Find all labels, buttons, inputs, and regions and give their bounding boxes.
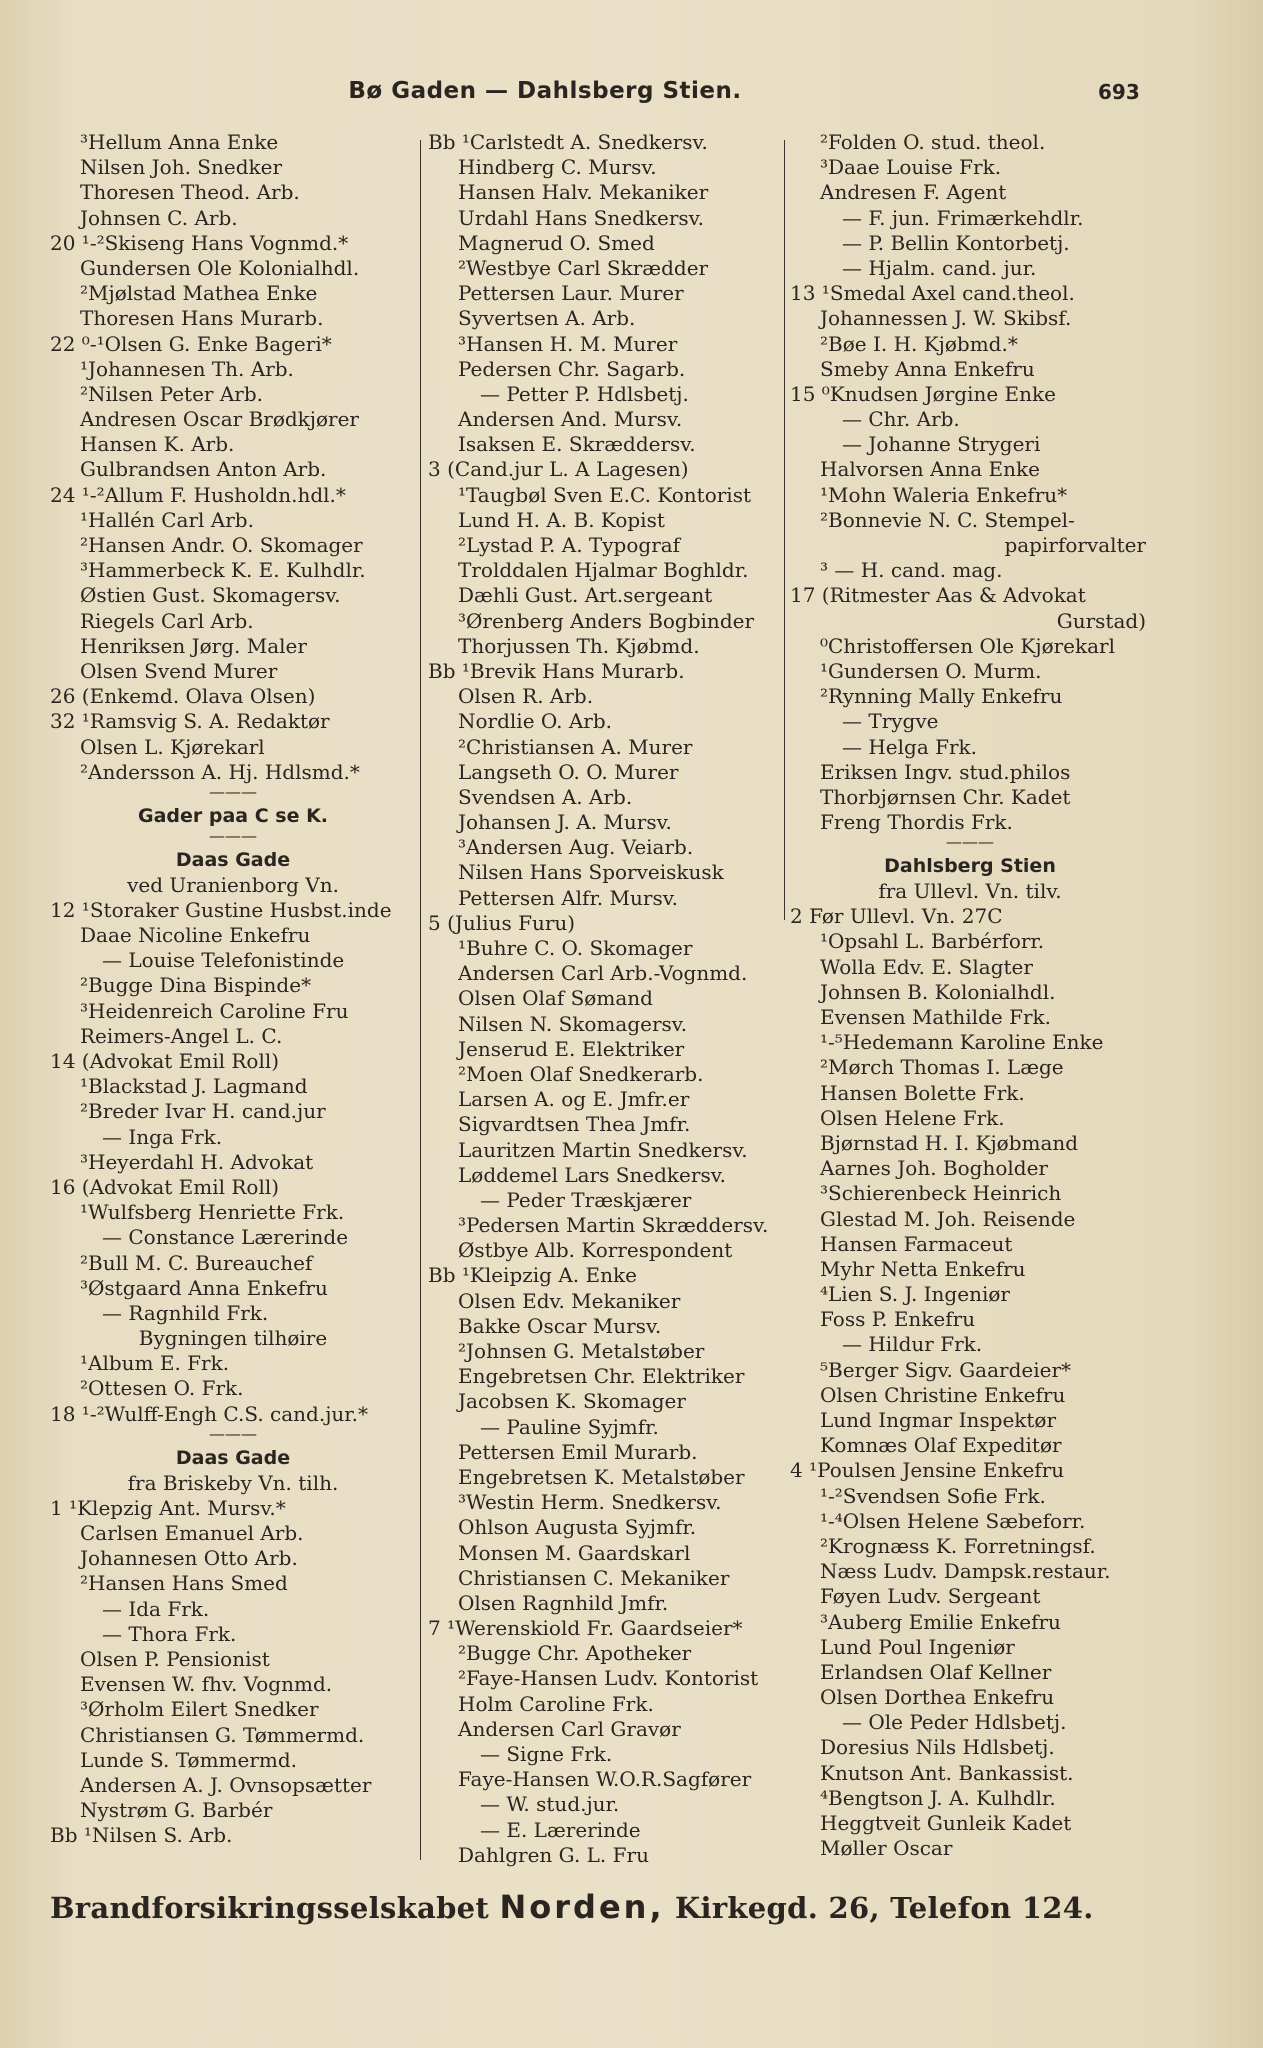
directory-entry: ¹Album E. Frk. — [80, 1351, 230, 1376]
directory-entry: — Pauline Syjmfr. — [480, 1414, 659, 1439]
directory-entry: ¹-²Svendsen Sofie Frk. — [820, 1483, 1046, 1508]
directory-entry: Komnæs Olaf Expeditør — [820, 1433, 1062, 1458]
directory-entry: Larsen A. og E. Jmfr.er — [458, 1087, 690, 1112]
directory-entry: Hansen K. Arb. — [80, 432, 235, 457]
directory-entry: ³Andersen Aug. Veiarb. — [458, 835, 694, 860]
directory-entry: Knutson Ant. Bankassist. — [820, 1760, 1074, 1785]
directory-entry: — Hildur Frk. — [842, 1332, 983, 1357]
directory-entry: ¹Mohn Waleria Enkefru* — [820, 482, 1068, 507]
section-separator: ——— — [209, 1423, 257, 1443]
directory-entry: Isaksen E. Skræddersv. — [458, 432, 696, 457]
directory-entry: Bb ¹Brevik Hans Murarb. — [428, 658, 685, 683]
directory-entry: Olsen P. Pensionist — [80, 1646, 270, 1671]
directory-entry: ³ — H. cand. mag. — [820, 558, 1003, 583]
directory-entry: ²Krognæss K. Forretningsf. — [820, 1533, 1096, 1558]
section-separator: ——— — [209, 781, 257, 801]
directory-entry: 1 ¹Klepzig Ant. Mursv.* — [50, 1495, 286, 1520]
directory-entry: ⁰Christoffersen Ole Kjørekarl — [820, 633, 1116, 658]
directory-entry: Nordlie O. Arb. — [458, 709, 612, 734]
directory-entry: — Inga Frk. — [102, 1124, 223, 1149]
directory-entry: ³Pedersen Martin Skræddersv. — [458, 1213, 769, 1238]
directory-entry: ²Westbye Carl Skrædder — [458, 255, 709, 280]
page-title: Bø Gaden — Dahlsberg Stien. — [348, 78, 742, 104]
directory-entry: Jenserud E. Elektriker — [458, 1036, 685, 1061]
directory-entry: Møller Oscar — [820, 1836, 953, 1861]
directory-entry: — Johanne Strygeri — [842, 432, 1041, 457]
directory-entry: Holm Caroline Frk. — [458, 1691, 654, 1716]
directory-entry: Olsen Dorthea Enkefru — [820, 1685, 1055, 1710]
directory-entry: — Louise Telefonistinde — [102, 948, 345, 973]
directory-entry: ²Mjølstad Mathea Enke — [80, 281, 318, 306]
directory-entry: 17 (Ritmester Aas & Advokat — [790, 583, 1086, 608]
section-separator: ——— — [209, 825, 257, 845]
directory-entry: Wolla Edv. E. Slagter — [820, 954, 1033, 979]
directory-entry: Gundersen Ole Kolonialhdl. — [80, 255, 360, 280]
directory-entry: Evensen W. fhv. Vognmd. — [80, 1672, 333, 1697]
directory-entry: ³Heidenreich Caroline Fru — [80, 998, 349, 1023]
directory-entry: Daae Nicoline Enkefru — [80, 923, 311, 948]
directory-entry: — Constance Lærerinde — [102, 1225, 349, 1250]
directory-entry: Glestad M. Joh. Reisende — [820, 1206, 1076, 1231]
directory-entry: Bb ¹Nilsen S. Arb. — [50, 1823, 233, 1848]
directory-entry: ²Bugge Chr. Apotheker — [458, 1641, 692, 1666]
directory-entry: ³Ørholm Eilert Snedker — [80, 1697, 319, 1722]
directory-entry: ³Daae Louise Frk. — [820, 155, 1002, 180]
directory-entry: ²Lystad P. A. Typograf — [458, 533, 681, 557]
directory-entry: ²Andersson A. Hj. Hdlsmd.* — [80, 759, 360, 784]
directory-entry: ²Bonnevie N. C. Stempel- — [820, 507, 1075, 532]
directory-entry: ³Westin Herm. Snedkersv. — [458, 1490, 722, 1515]
directory-entry: Pedersen Chr. Sagarb. — [458, 356, 686, 381]
directory-entry: Carlsen Emanuel Arb. — [80, 1521, 304, 1545]
directory-entry: ²Nilsen Peter Arb. — [80, 381, 263, 406]
directory-entry: Østbye Alb. Korrespondent — [458, 1238, 733, 1263]
directory-entry: Eriksen Ingv. stud.philos — [820, 759, 1071, 784]
directory-entry: ¹Opsahl L. Barbérforr. — [820, 929, 1045, 954]
directory-entry: Andresen Oscar Brødkjører — [80, 407, 359, 432]
directory-entry: papirforvalter — [1004, 533, 1146, 557]
directory-entry: ⁵Berger Sigv. Gaardeier* — [820, 1357, 1072, 1382]
directory-entry: — P. Bellin Kontorbetj. — [842, 230, 1070, 255]
page-number: 693 — [1098, 80, 1140, 104]
directory-entry: ¹Wulfsberg Henriette Frk. — [80, 1200, 345, 1225]
directory-entry: Løddemel Lars Snedkersv. — [458, 1162, 726, 1187]
directory-entry: Dæhli Gust. Art.sergeant — [458, 583, 713, 608]
directory-entry: Lunde S. Tømmermd. — [80, 1747, 298, 1772]
directory-entry: ²Ottesen O. Frk. — [80, 1376, 244, 1401]
directory-entry: Myhr Netta Enkefru — [820, 1256, 1026, 1281]
directory-entry: Olsen L. Kjørekarl — [80, 734, 265, 759]
directory-entry: — Petter P. Hdlsbetj. — [480, 381, 689, 406]
directory-entry: 7 ¹Werenskiold Fr. Gaardseier* — [428, 1616, 743, 1641]
directory-entry: Sigvardtsen Thea Jmfr. — [458, 1112, 691, 1137]
directory-entry: 16 (Advokat Emil Roll) — [50, 1174, 280, 1199]
directory-entry: Thorbjørnsen Chr. Kadet — [820, 784, 1071, 809]
directory-entry: Hansen Halv. Mekaniker — [458, 180, 709, 205]
directory-entry: Bb ¹Carlstedt A. Snedkersv. — [428, 130, 708, 154]
footer-brand: Norden, — [499, 1888, 665, 1926]
directory-entry: Riegels Carl Arb. — [80, 608, 254, 633]
directory-entry: Thorjussen Th. Kjøbmd. — [458, 633, 700, 658]
directory-entry: — W. stud.jur. — [480, 1792, 620, 1817]
directory-entry: Andersen A. J. Ovnsopsætter — [80, 1772, 372, 1797]
directory-entry: — Thora Frk. — [102, 1621, 237, 1646]
directory-entry: ³Ørenberg Anders Bogbinder — [458, 608, 755, 633]
directory-entry: Andersen Carl Gravør — [458, 1716, 681, 1741]
directory-entry: Bjørnstad H. I. Kjøbmand — [820, 1130, 1079, 1155]
directory-entry: Syvertsen A. Arb. — [458, 306, 636, 331]
directory-entry: ²Bull M. C. Bureauchef — [80, 1250, 313, 1275]
directory-entry: 22 ⁰-¹Olsen G. Enke Bageri* — [50, 331, 332, 356]
directory-entry: Halvorsen Anna Enke — [820, 457, 1040, 482]
footer-prefix: Brandforsikringsselskabet — [50, 1891, 490, 1925]
directory-entry: Bb ¹Kleipzig A. Enke — [428, 1263, 637, 1288]
column-2 — [428, 130, 781, 1890]
directory-entry: ¹Taugbøl Sven E.C. Kontorist — [458, 482, 752, 507]
directory-entry: ¹Johannesen Th. Arb. — [80, 356, 294, 381]
directory-entry: Engebretsen Chr. Elektriker — [458, 1364, 745, 1389]
directory-entry: 4 ¹Poulsen Jensine Enkefru — [790, 1458, 1065, 1483]
directory-entry: ¹-⁴Olsen Helene Sæbeforr. — [820, 1508, 1086, 1533]
directory-entry: ²Rynning Mally Enkefru — [820, 684, 1063, 709]
directory-entry: 15 ⁰Knudsen Jørgine Enke — [790, 381, 1056, 406]
directory-entry: ²Mørch Thomas I. Læge — [820, 1055, 1064, 1080]
directory-entry: 32 ¹Ramsvig S. A. Redaktør — [50, 709, 330, 734]
directory-entry: — Ragnhild Frk. — [102, 1300, 269, 1325]
directory-entry: Olsen R. Arb. — [458, 684, 594, 709]
directory-entry: Johannesen Otto Arb. — [80, 1546, 298, 1571]
directory-entry: Trolddalen Hjalmar Boghldr. — [458, 558, 749, 583]
directory-entry: Thoresen Theod. Arb. — [80, 180, 300, 205]
directory-entry: Næss Ludv. Dampsk.restaur. — [820, 1559, 1111, 1584]
directory-entry: Dahlgren G. L. Fru — [458, 1842, 649, 1867]
section-subheading: fra Briskeby Vn. tilh. — [127, 1470, 339, 1495]
directory-entry: ³Hellum Anna Enke — [80, 130, 279, 154]
directory-entry: Johannessen J. W. Skibsf. — [820, 306, 1072, 331]
directory-entry: ²Hansen Hans Smed — [80, 1571, 288, 1596]
directory-entry: ²Folden O. stud. theol. — [820, 130, 1046, 154]
directory-entry: Faye-Hansen W.O.R.Sagfører — [458, 1767, 752, 1792]
directory-entry: Olsen Christine Enkefru — [820, 1382, 1066, 1407]
directory-entry: Gulbrandsen Anton Arb. — [80, 457, 327, 482]
directory-entry: ¹Buhre C. O. Skomager — [458, 936, 693, 960]
directory-entry: Føyen Ludv. Sergeant — [820, 1584, 1041, 1609]
directory-entry: Urdahl Hans Snedkersv. — [458, 205, 704, 230]
directory-entry: Nilsen Joh. Snedker — [80, 155, 283, 180]
column-1 — [50, 130, 416, 1890]
column-divider-2 — [784, 140, 785, 920]
directory-entry: ²Christiansen A. Murer — [458, 734, 693, 759]
directory-entry: — Ida Frk. — [102, 1596, 210, 1621]
directory-entry: ³Schierenbeck Heinrich — [820, 1181, 1062, 1206]
directory-entry: Langseth O. O. Murer — [458, 759, 679, 784]
directory-entry: ⁴Lien S. J. Ingeniør — [820, 1282, 1010, 1307]
directory-entry: — Peder Træskjærer — [480, 1187, 692, 1212]
directory-entry: Olsen Olaf Sømand — [458, 986, 653, 1011]
column-3 — [790, 130, 1150, 1890]
section-heading: Daas Gade — [175, 848, 291, 871]
directory-entry: ¹Gundersen O. Murm. — [820, 658, 1042, 683]
directory-entry: 5 (Julius Furu) — [428, 910, 576, 935]
directory-entry: 26 (Enkemd. Olava Olsen) — [50, 684, 316, 709]
directory-entry: Hindberg C. Mursv. — [458, 155, 657, 180]
directory-entry: — Hjalm. cand. jur. — [842, 255, 1037, 280]
directory-entry: Nilsen N. Skomagersv. — [458, 1011, 688, 1036]
directory-entry: Pettersen Emil Murarb. — [458, 1439, 698, 1464]
directory-entry: Ohlson Augusta Syjmfr. — [458, 1515, 697, 1540]
directory-entry: — F. jun. Frimærkehdlr. — [842, 205, 1084, 230]
directory-entry: ¹Blackstad J. Lagmand — [80, 1074, 308, 1099]
directory-entry: Foss P. Enkefru — [820, 1307, 976, 1332]
directory-entry: ³Østgaard Anna Enkefru — [80, 1275, 328, 1300]
directory-entry: Olsen Edv. Mekaniker — [458, 1288, 681, 1313]
directory-entry: Johnsen B. Kolonialhdl. — [820, 979, 1056, 1004]
directory-entry: Olsen Ragnhild Jmfr. — [458, 1590, 669, 1615]
directory-entry: 14 (Advokat Emil Roll) — [50, 1049, 280, 1073]
directory-entry: Lauritzen Martin Snedkersv. — [458, 1137, 748, 1162]
directory-entry: ³Heyerdahl H. Advokat — [80, 1149, 314, 1174]
directory-entry: — Signe Frk. — [480, 1742, 613, 1766]
directory-entry: Johnsen C. Arb. — [80, 205, 238, 230]
directory-entry: Gurstad) — [1056, 608, 1146, 633]
directory-entry: Olsen Helene Frk. — [820, 1105, 1005, 1130]
directory-entry: Aarnes Joh. Bogholder — [820, 1156, 1048, 1181]
directory-entry: 24 ¹-²Allum F. Husholdn.hdl.* — [50, 482, 346, 507]
directory-entry: Pettersen Laur. Murer — [458, 281, 684, 306]
page-header — [0, 78, 1263, 118]
directory-entry: Østien Gust. Skomagersv. — [80, 583, 341, 608]
directory-entry: Monsen M. Gaardskarl — [458, 1540, 691, 1565]
directory-entry: Thoresen Hans Murarb. — [80, 306, 324, 331]
directory-entry: ²Faye-Hansen Ludv. Kontorist — [458, 1666, 759, 1691]
section-subheading: ved Uranienborg Vn. — [127, 872, 339, 897]
directory-entry: 20 ¹-²Skiseng Hans Vognmd.* — [50, 230, 349, 255]
directory-entry: Christiansen G. Tømmermd. — [80, 1722, 365, 1747]
directory-entry: Andersen And. Mursv. — [458, 407, 683, 432]
directory-entry: — Ole Peder Hdlsbetj. — [842, 1710, 1067, 1735]
directory-entry: Hansen Bolette Frk. — [820, 1080, 1025, 1105]
directory-entry: Hansen Farmaceut — [820, 1231, 1013, 1256]
section-heading: Gader paa C se K. — [137, 804, 329, 827]
section-subheading: fra Ullevl. Vn. tilv. — [878, 879, 1062, 904]
directory-entry: 3 (Cand.jur L. A Lagesen) — [428, 457, 689, 482]
section-separator: ——— — [946, 832, 994, 852]
footer-suffix: Kirkegd. 26, Telefon 124. — [675, 1891, 1094, 1925]
directory-entry: Freng Thordis Frk. — [820, 810, 1013, 835]
directory-entry: Jacobsen K. Skomager — [458, 1389, 686, 1414]
directory-entry: Evensen Mathilde Frk. — [820, 1005, 1051, 1029]
directory-entry: ²Bugge Dina Bispinde* — [80, 973, 312, 998]
directory-entry: Heggtveit Gunleik Kadet — [820, 1811, 1072, 1835]
directory-entry: Bakke Oscar Mursv. — [458, 1313, 662, 1338]
directory-entry: — Trygve — [842, 709, 939, 734]
directory-entry: 2 Før Ullevl. Vn. 27C — [790, 904, 1003, 929]
directory-entry: 12 ¹Storaker Gustine Husbst.inde — [50, 897, 392, 922]
directory-entry: ²Johnsen G. Metalstøber — [458, 1339, 705, 1363]
directory-entry: ³Auberg Emilie Enkefru — [820, 1609, 1061, 1634]
directory-entry: ¹Hallén Carl Arb. — [80, 507, 254, 532]
directory-entry: — Helga Frk. — [842, 734, 978, 759]
directory-entry: ²Moen Olaf Snedkerarb. — [458, 1061, 704, 1086]
directory-entry: Christiansen C. Mekaniker — [458, 1565, 730, 1590]
directory-entry: — Chr. Arb. — [842, 407, 960, 432]
column-divider-1 — [420, 140, 421, 1860]
directory-entry: Lund H. A. B. Kopist — [458, 507, 665, 532]
directory-entry: 18 ¹-²Wulff-Engh C.S. cand.jur.* — [50, 1401, 369, 1426]
directory-entry: Smeby Anna Enkefru — [820, 356, 1035, 381]
directory-entry: Doresius Nils Hdlsbetj. — [820, 1735, 1055, 1760]
directory-entry: Andresen F. Agent — [820, 180, 1007, 205]
directory-entry: ¹-⁵Hedemann Karoline Enke — [820, 1030, 1104, 1055]
directory-entry: ²Bøe I. H. Kjøbmd.* — [820, 331, 1018, 356]
section-heading: Daas Gade — [175, 1446, 291, 1469]
directory-entry: ²Hansen Andr. O. Skomager — [80, 533, 363, 557]
directory-entry: Reimers-Angel L. C. — [80, 1023, 283, 1048]
directory-entry: Nystrøm G. Barbér — [80, 1798, 273, 1823]
directory-entry: Johansen J. A. Mursv. — [458, 810, 672, 835]
directory-entry: Nilsen Hans Sporveiskusk — [458, 860, 724, 885]
directory-entry: Henriksen Jørg. Maler — [80, 633, 307, 658]
directory-entry: ²Breder Ivar H. cand.jur — [80, 1099, 326, 1124]
section-heading: Dahlsberg Stien — [884, 855, 1056, 878]
directory-entry: 13 ¹Smedal Axel cand.theol. — [790, 281, 1075, 306]
directory-entry: Svendsen A. Arb. — [458, 784, 633, 809]
directory-entry: ³Hammerbeck K. E. Kulhdlr. — [80, 558, 366, 583]
directory-entry: Lund Poul Ingeniør — [820, 1634, 1015, 1659]
directory-entry: Engebretsen K. Metalstøber — [458, 1464, 745, 1489]
directory-entry: ³Hansen H. M. Murer — [458, 331, 678, 356]
directory-entry: ⁴Bengtson J. A. Kulhdlr. — [820, 1785, 1056, 1810]
directory-entry: Erlandsen Olaf Kellner — [820, 1659, 1052, 1684]
directory-entry: Bygningen tilhøire — [138, 1326, 328, 1351]
directory-entry: Andersen Carl Arb.-Vognmd. — [458, 961, 748, 986]
directory-entry: Magnerud O. Smed — [458, 230, 655, 255]
directory-entry: Lund Ingmar Inspektør — [820, 1408, 1057, 1432]
advertisement-footer — [50, 1888, 1150, 1938]
directory-entry: Pettersen Alfr. Mursv. — [458, 885, 678, 910]
directory-entry: — E. Lærerinde — [480, 1817, 641, 1842]
directory-entry: Olsen Svend Murer — [80, 658, 278, 683]
